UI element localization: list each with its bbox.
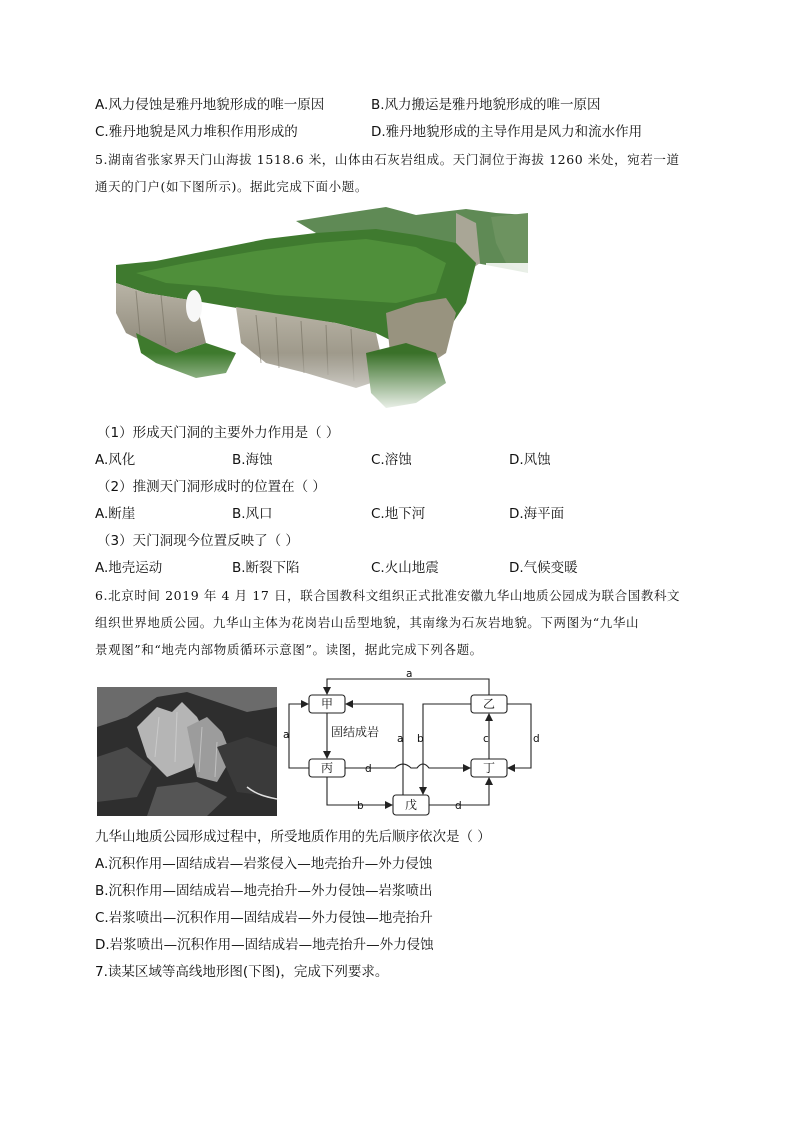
q6-question: 九华山地质公园形成过程中，所受地质作用的先后顺序依次是（ ）: [95, 829, 491, 845]
label-yi: 乙: [482, 697, 496, 711]
q5-sub3-question: （3）天门洞现今位置反映了（ ）: [97, 533, 299, 549]
q6-option-c: C.岩浆喷出—沉积作用—固结成岩—外力侵蚀—地壳抬升: [95, 910, 433, 926]
q4-option-c: C.雅丹地貌是风力堆积作用形成的: [95, 124, 298, 140]
q7-stem: 7.读某区域等高线地形图(下图)，完成下列要求。: [95, 964, 389, 980]
arrow-label-a-top: a: [406, 668, 413, 680]
rock-cycle-diagram: [283, 668, 543, 818]
arrow-label-d-bottom: d: [455, 800, 462, 812]
q5-sub2-option-c: C.地下河: [371, 506, 426, 522]
q6-stem-line3: 景观图”和“地壳内部物质循环示意图”。读图，据此完成下列各题。: [95, 642, 483, 657]
q6-option-d: D.岩浆喷出—沉积作用—固结成岩—地壳抬升—外力侵蚀: [95, 937, 434, 953]
label-ding: 丁: [482, 761, 496, 775]
arrow-label-a-left: a: [283, 729, 290, 741]
arrow-label-a-mid: a: [397, 733, 404, 745]
label-process: 固结成岩: [331, 725, 380, 739]
q5-sub2-option-a: A.断崖: [95, 506, 136, 522]
q6-option-b: B.沉积作用—固结成岩—地壳抬升—外力侵蚀—岩浆喷出: [95, 883, 433, 899]
arrow-label-d-right: d: [533, 733, 540, 745]
q5-sub1-option-c: C.溶蚀: [371, 452, 412, 468]
jiuhua-landscape-photo: [97, 687, 277, 816]
tianmen-mountain-photo: [116, 203, 528, 415]
q5-sub3-option-d: D.气候变暖: [509, 560, 578, 576]
label-jia: 甲: [320, 697, 334, 711]
q5-sub3-option-b: B.断裂下陷: [232, 560, 300, 576]
q5-sub2-question: （2）推测天门洞形成时的位置在（ ）: [97, 479, 326, 495]
q5-sub3-option-c: C.火山地震: [371, 560, 439, 576]
arrow-label-d-mid: d: [365, 763, 372, 775]
q5-stem-line1: 5.湖南省张家界天门山海拔 1518.6 米，山体由石灰岩组成。天门洞位于海拔 1260 米处，宛若一道: [95, 152, 680, 167]
label-bing: 丙: [320, 761, 334, 775]
q4-option-a: A.风力侵蚀是雅丹地貌形成的唯一原因: [95, 97, 325, 113]
q5-sub1-question: （1）形成天门洞的主要外力作用是（ ）: [97, 425, 340, 441]
q5-sub2-option-d: D.海平面: [509, 506, 565, 522]
q4-option-d: D.雅丹地貌形成的主导作用是风力和流水作用: [371, 124, 643, 140]
q4-option-b: B.风力搬运是雅丹地貌形成的唯一原因: [371, 97, 601, 113]
q5-sub1-option-d: D.风蚀: [509, 452, 551, 468]
q5-sub1-option-b: B.海蚀: [232, 452, 273, 468]
arrow-label-b-bottom: b: [357, 800, 364, 812]
arrow-label-b-mid: b: [417, 733, 424, 745]
q6-stem-line2: 组织世界地质公园。九华山主体为花岗岩山岳型地貌，其南缘为石灰岩地貌。下两图为“九华山: [95, 615, 640, 630]
arrow-label-c: c: [483, 733, 489, 745]
label-wu: 戊: [404, 798, 418, 812]
q6-option-a: A.沉积作用—固结成岩—岩浆侵入—地壳抬升—外力侵蚀: [95, 856, 433, 872]
q5-sub2-option-b: B.风口: [232, 506, 273, 522]
q5-sub3-option-a: A.地壳运动: [95, 560, 163, 576]
q5-stem-line2: 通天的门户(如下图所示)。据此完成下面小题。: [95, 179, 368, 194]
q6-stem-line1: 6.北京时间 2019 年 4 月 17 日，联合国教科文组织正式批准安徽九华山地质公园成为联合国教科文: [95, 588, 681, 603]
q5-sub1-option-a: A.风化: [95, 452, 136, 468]
